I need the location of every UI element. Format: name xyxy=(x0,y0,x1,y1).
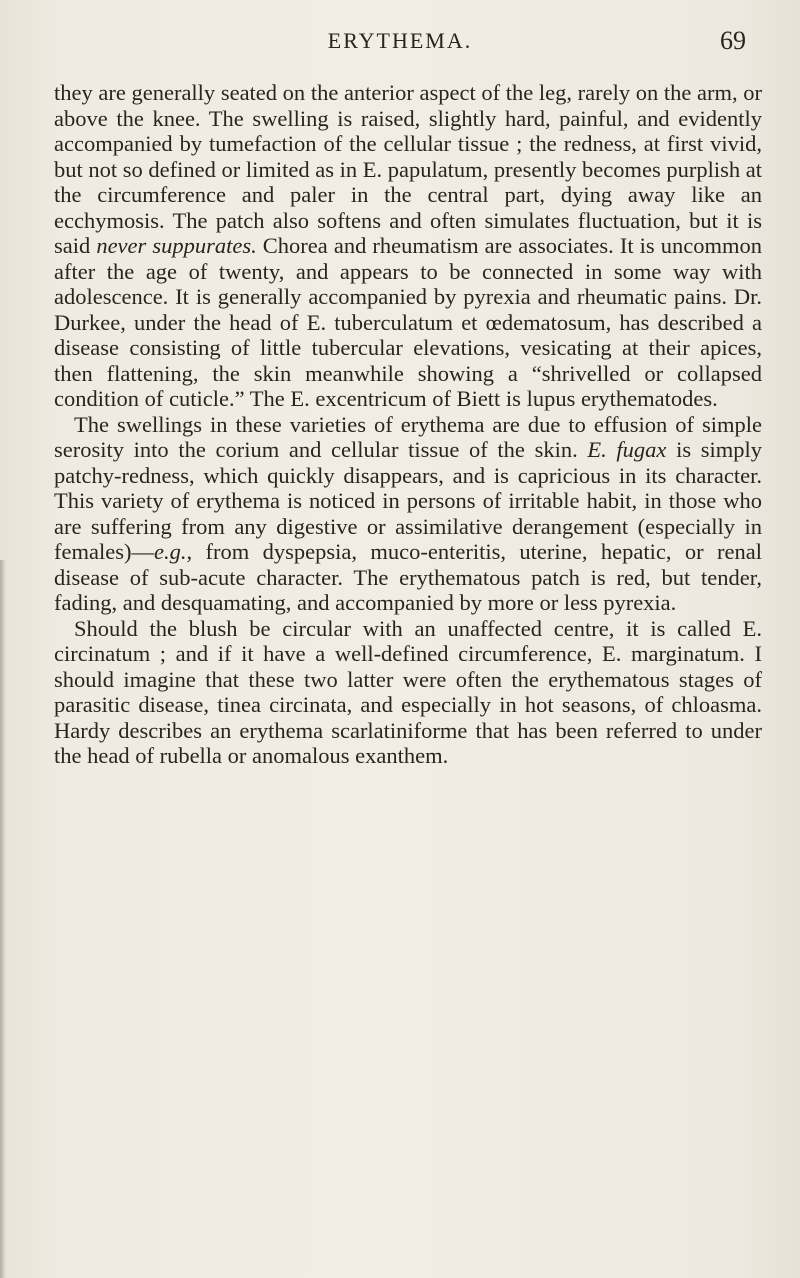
paragraph-3-text: Should the blush be circular with an unaffected centre, it is called E. circinatum ; and if it have a well-defined circumference, E. marginatum. I should imagine that these two latter were often the erythematous stages of parasitic disease, tinea circinata, and especially in hot seasons, of chloasma. Hardy describes an erythema scarlatiniforme that has been referred to under the head of rubella or anomalous exanthem. xyxy=(54,615,762,768)
paragraph-1 xyxy=(54,80,762,412)
paragraph-2-text-a: The swellings in these varieties of erythema are due to effusion of simple serosity into the corium and cellular tissue of the skin. xyxy=(54,411,762,462)
paragraph-2-emphasis-b: e.g. xyxy=(153,539,187,564)
paragraph-1-text-a: they are generally seated on the anterior aspect of the leg, rarely on the arm, or above the knee. The swelling is raised, slightly hard, painful, and evidently accompanied by tumefaction of the cellular tissue ; the redness, at first vivid, but not so defined or limited as in E. papulatum, presently becomes purplish at the circumference and paler in the central part, dying away like an ecchymosis. The patch also softens and often simulates fluctuation, but it is said xyxy=(54,80,762,258)
page-header xyxy=(48,28,752,68)
paragraph-2-text-b: is simply patchy-redness, which quickly disappears, and is capricious in its character. This variety of erythema is noticed in persons of irritable habit, in those who are suffering from any digestive or assimilative derangement (especially in females)— xyxy=(54,437,762,564)
paragraph-2-text-c: , from dyspepsia, muco-enteritis, uterine, hepatic, or renal disease of sub-acute character. The erythematous patch is red, but tender, fading, and desquamating, and accompanied by more or less pyrexia. xyxy=(54,539,762,615)
paragraph-2 xyxy=(54,412,762,616)
paragraph-3 xyxy=(54,616,762,769)
page-gutter-shadow xyxy=(0,560,6,1278)
paragraph-2-emphasis-a: E. fugax xyxy=(587,437,667,462)
body-text xyxy=(54,80,762,769)
paragraph-1-text-b: Chorea and rheumatism are associates. It is uncommon after the age of twenty, and appears to be connected in some way with adolescence. It is generally accompanied by pyrexia and rheumatic pains. Dr. Durkee, under the head of E. tuberculatum et œdematosum, has described a disease consisting of little tubercular elevations, vesicating at their apices, then flattening, the skin meanwhile showing a “shrivelled or collapsed condition of cuticle.” The E. excentricum of Biett is lupus erythematodes. xyxy=(54,233,762,411)
paragraph-1-emphasis: never suppurates. xyxy=(96,233,257,258)
page-number: 69 xyxy=(720,26,746,55)
running-head: ERYTHEMA. xyxy=(327,28,473,53)
